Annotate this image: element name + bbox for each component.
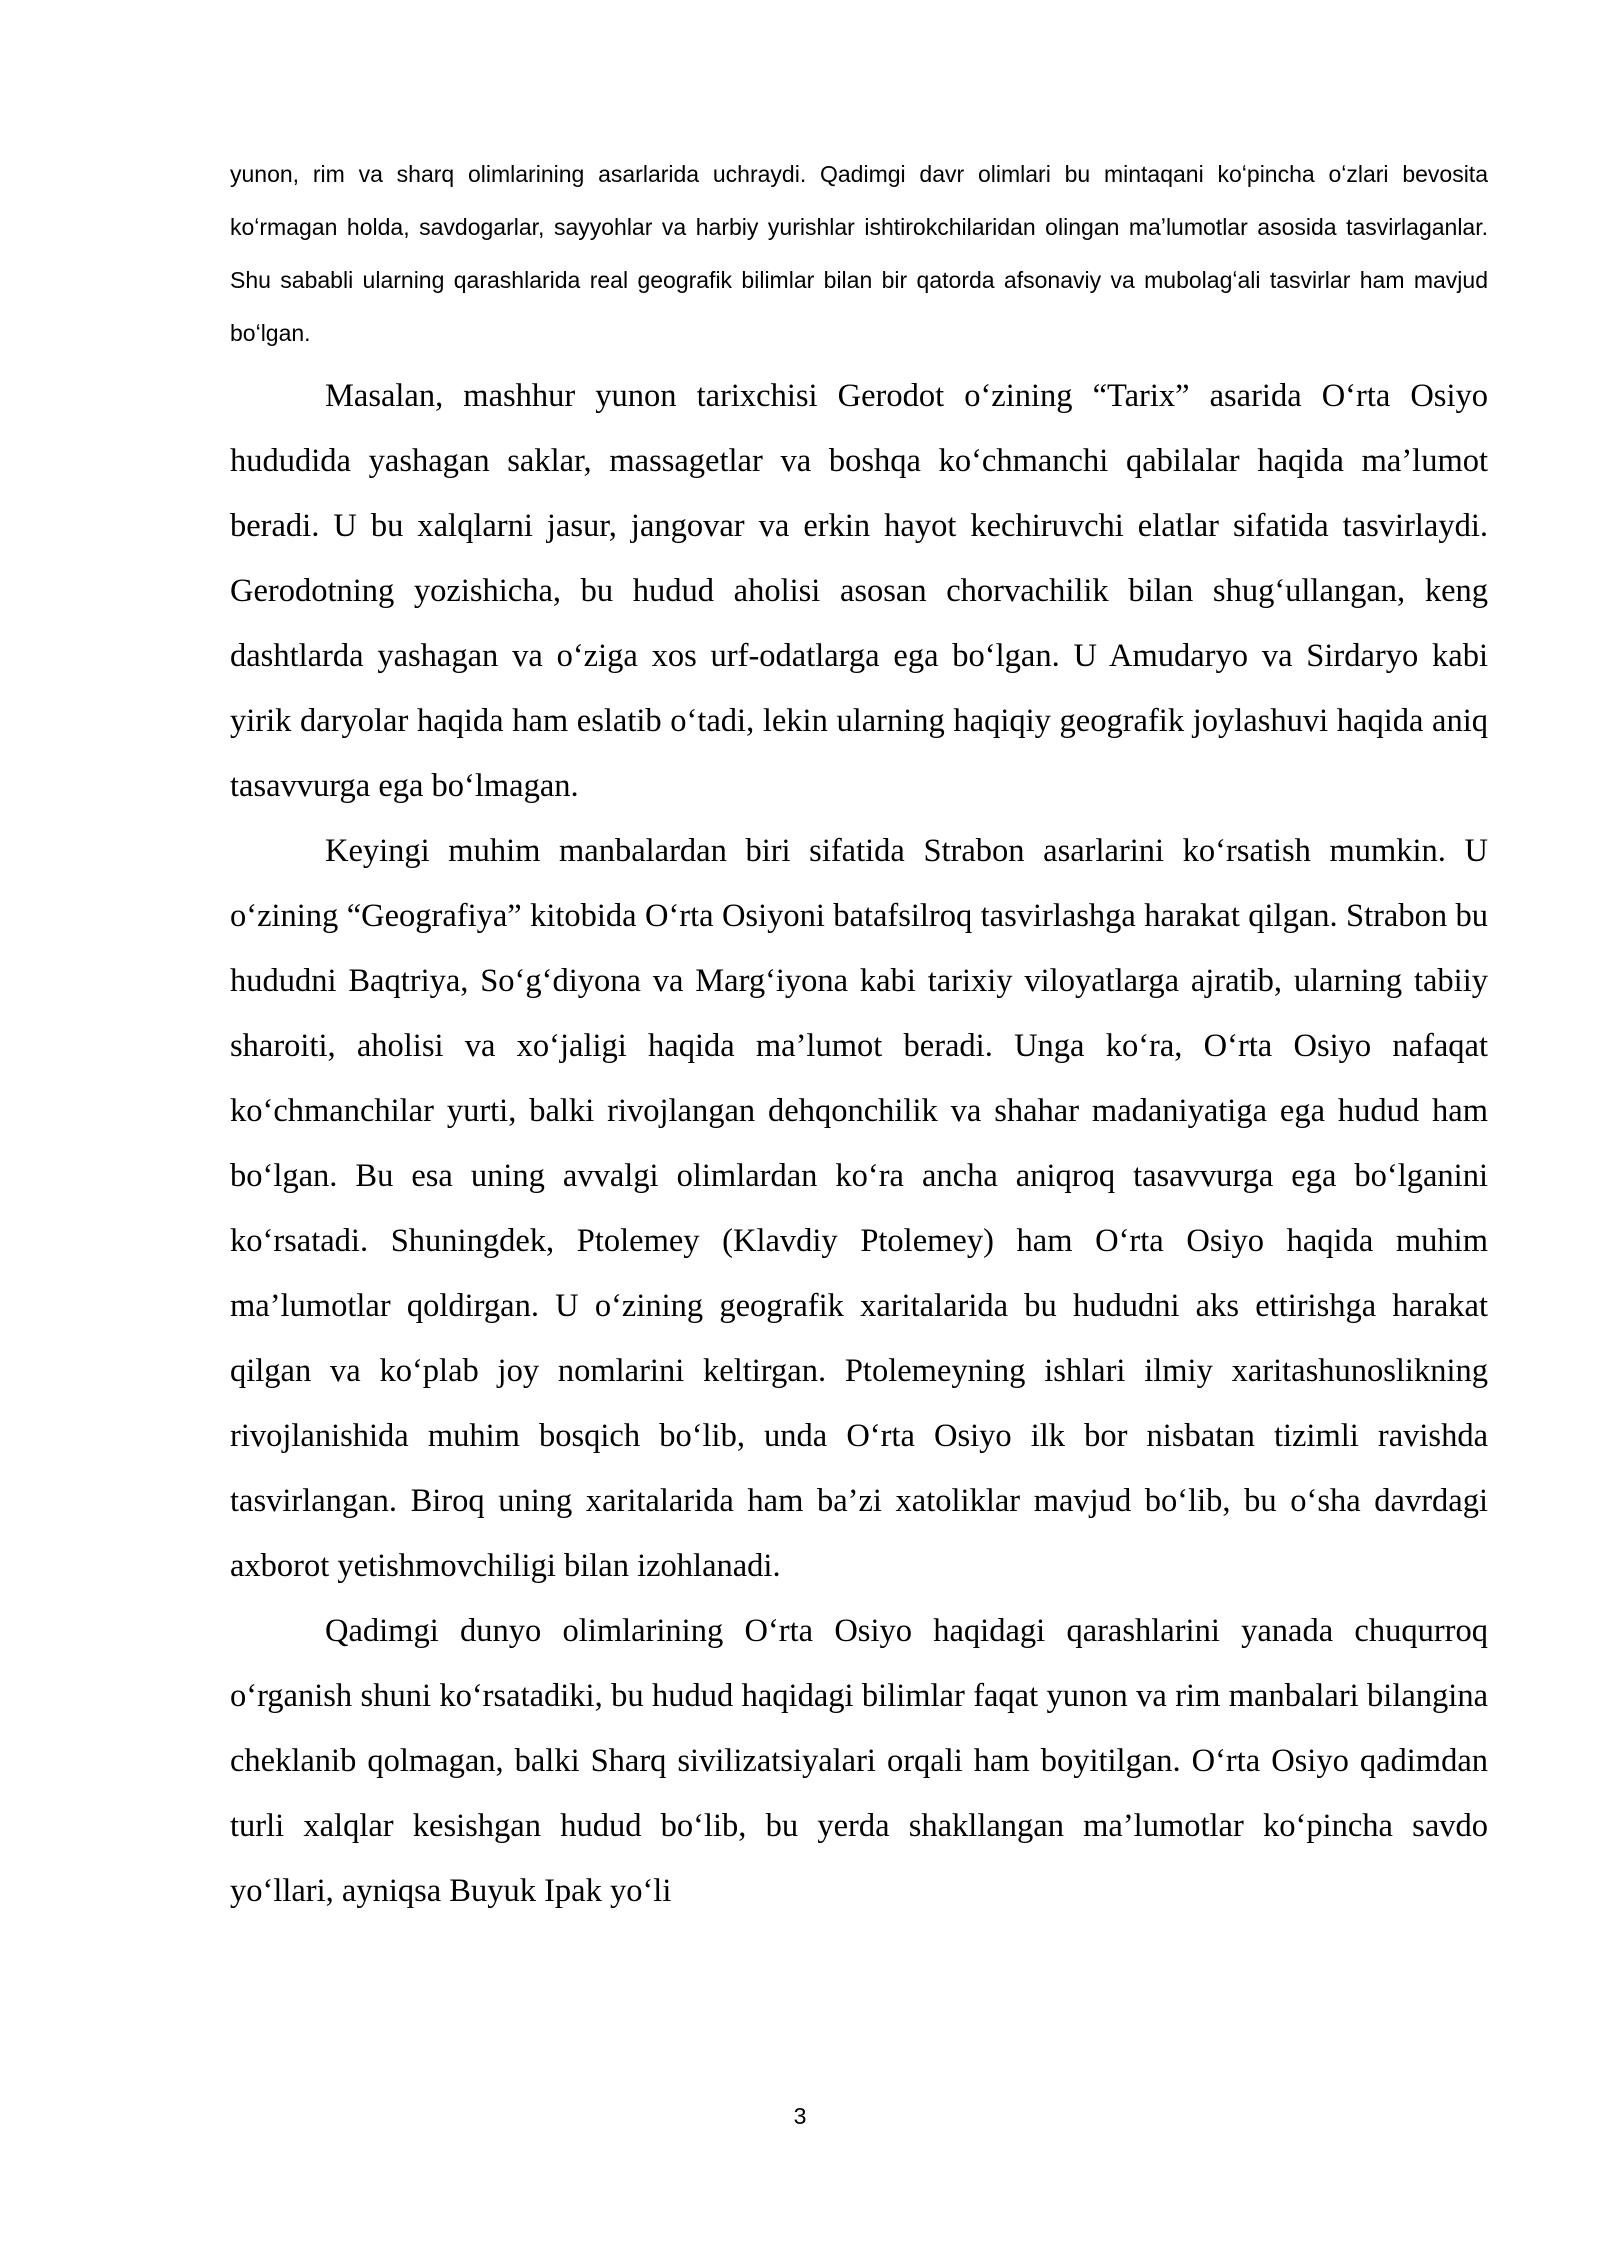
paragraph-strabon-ptolemey: Keyingi muhim manbalardan biri sifatida Strabon asarlarini ko‘rsatish mumkin. U o‘zining “Geografiya” kitobida O‘rta Osiyoni batafsilroq tasvirlashga harakat qilgan. Strabon bu hududni Baqtriya, So‘g‘diyona va Marg‘iyona kabi tarixiy viloyatlarga ajratib, ularning tabiiy sharoiti, aholisi va xo‘jaligi haqida ma’lumot beradi. Unga ko‘ra, O‘rta Osiyo nafaqat ko‘chmanchilar yurti, balki rivojlangan dehqonchilik va shahar madaniyatiga ega hudud ham bo‘lgan. Bu esa uning avvalgi olimlardan ko‘ra ancha aniqroq tasavvurga ega bo‘lganini ko‘rsatadi. Shuningdek, Ptolemey (Klavdiy Ptolemey) ham O‘rta Osiyo haqida muhim ma’lumotlar qoldirgan. U o‘zining geografik xaritalarida bu hududni aks ettirishga harakat qilgan va ko‘plab joy nomlarini keltirgan. Ptolemeyning ishlari ilmiy xaritashunoslikning rivojlanishida muhim bosqich bo‘lib, unda O‘rta Osiyo ilk bor nisbatan tizimli ravishda tasvirlangan. Biroq uning xaritalarida ham ba’zi xatoliklar mavjud bo‘lib, bu o‘sha davrdagi axborot yetishmovchiligi bilan izohlanadi. <box>230 833 1488 1584</box>
page-number: 3 <box>793 2103 807 2129</box>
page-body <box>230 148 1488 1924</box>
paragraph-continuation: yunon, rim va sharq olimlarining asarlarida uchraydi. Qadimgi davr olimlari bu mintaqani koʻpincha oʻzlari bevosita koʻrmagan holda, savdogarlar, sayyohlar va harbiy yurishlar ishtirokchilaridan olingan maʼlumotlar asosida tasvirlaganlar. Shu sababli ularning qarashlarida real geografik bilimlar bilan bir qatorda afsonaviy va mubolagʻali tasvirlar ham mavjud boʻlgan. <box>230 161 1488 346</box>
paragraph-gerodot: Masalan, mashhur yunon tarixchisi Gerodot o‘zining “Tarix” asarida O‘rta Osiyo hududida yashagan saklar, massagetlar va boshqa ko‘chmanchi qabilalar haqida ma’lumot beradi. U bu xalqlarni jasur, jangovar va erkin hayot kechiruvchi elatlar sifatida tasvirlaydi. Gerodotning yozishicha, bu hudud aholisi asosan chorvachilik bilan shug‘ullangan, keng dashtlarda yashagan va o‘ziga xos urf-odatlarga ega bo‘lgan. U Amudaryo va Sirdaryo kabi yirik daryolar haqida ham eslatib o‘tadi, lekin ularning haqiqiy geografik joylashuvi haqida aniq tasavvurga ega bo‘lmagan. <box>230 378 1488 804</box>
paragraph-qadimgi-dunyo: Qadimgi dunyo olimlarining O‘rta Osiyo haqidagi qarashlarini yanada chuqurroq o‘rganish shuni ko‘rsatadiki, bu hudud haqidagi bilimlar faqat yunon va rim manbalari bilangina cheklanib qolmagan, balki Sharq sivilizatsiyalari orqali ham boyitilgan. O‘rta Osiyo qadimdan turli xalqlar kesishgan hudud bo‘lib, bu yerda shakllangan ma’lumotlar ko‘pincha savdo yo‘llari, ayniqsa Buyuk Ipak yo‘li <box>230 1613 1488 1909</box>
